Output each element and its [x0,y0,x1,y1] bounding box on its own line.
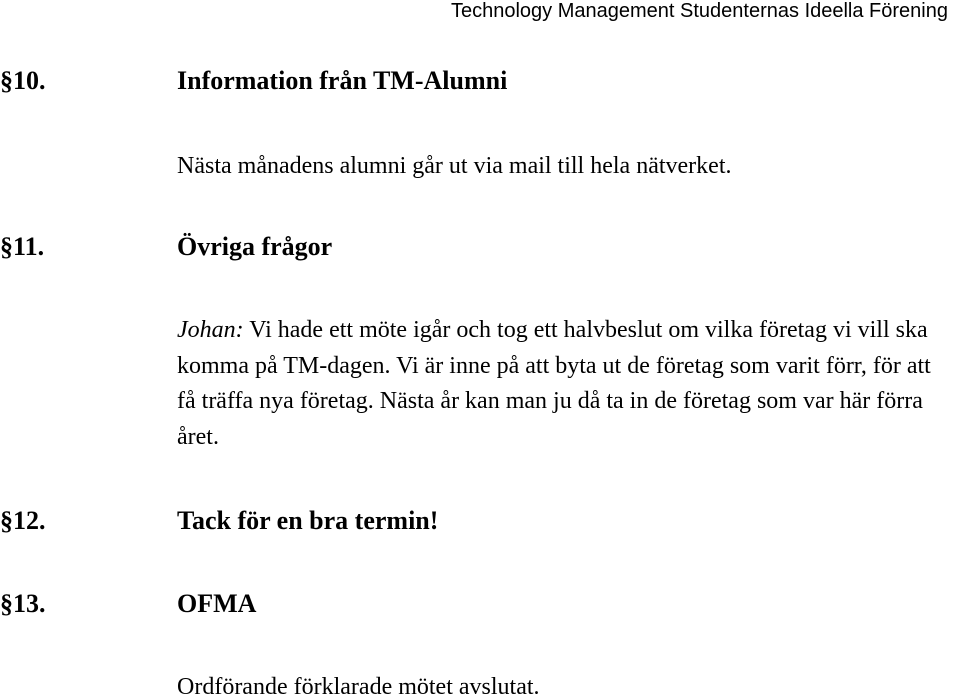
speaker-name: Johan: [177,317,244,343]
section-12-number: §12. [0,506,46,535]
section-13-title: OFMA [177,589,257,618]
section-11-number: §11. [0,232,45,261]
section-10-title: Information från TM-Alumni [177,66,508,95]
section-13-body: Ordförande förklarade mötet avslutat. [177,674,540,699]
section-11-paragraph [177,313,947,455]
section-12-title: Tack för en bra termin! [177,506,439,535]
section-10-body: Nästa månadens alumni går ut via mail till hela nätverket. [177,153,732,179]
page-header: Technology Management Studenternas Ideella Förening [451,0,948,22]
section-13-number: §13. [0,589,46,618]
section-10-number: §10. [0,66,46,95]
section-11-title: Övriga frågor [177,232,333,261]
section-11-body: Vi hade ett möte igår och tog ett halvbeslut om vilka företag vi vill ska komma på TM-dagen. Vi är inne på att byta ut de företag som varit förr, för att få träffa nya företag. Nästa år kan man ju då ta in de företag som var här förra året. [177,317,931,450]
